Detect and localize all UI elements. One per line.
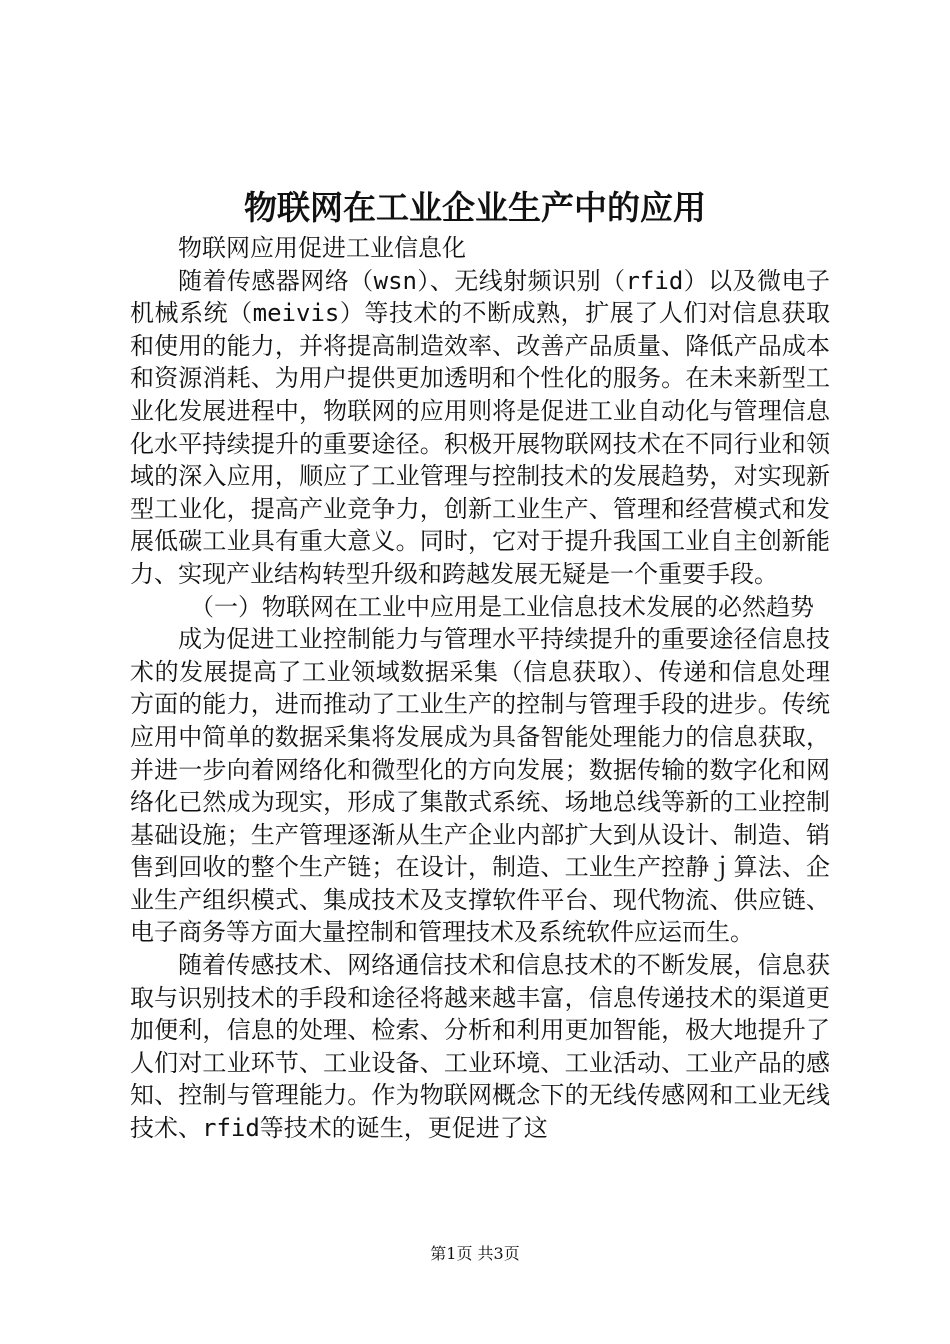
paragraph: 随着传感器网络（wsn）、无线射频识别（rfid）以及微电子机械系统（meivis）等技术的不断成熟，扩展了人们对信息获取和使用的能力，并将提高制造效率、改善产品质量、降低产品成本和资源消耗、为用户提供更加透明和个性化的服务。在未来新型工业化发展进程中，物联网的应用则将是促进工业自动化与管理信息化水平持续提升的重要途径。积极开展物联网技术在不同行业和领域的深入应用，顺应了工业管理与控制技术的发展趋势，对实现新型工业化，提高产业竞争力，创新工业生产、管理和经营模式和发展低碳工业具有重大意义。同时，它对于提升我国工业自主创新能力、实现产业结构转型升级和跨越发展无疑是一个重要手段。 [130,266,830,588]
paragraph: 成为促进工业控制能力与管理水平持续提升的重要途径信息技术的发展提高了工业领域数据采集（信息获取）、传递和信息处理方面的能力，进而推动了工业生产的控制与管理手段的进步。传统应用中简单的数据采集将发展成为具备智能处理能力的信息获取，并进一步向着网络化和微型化的方向发展；数据传输的数字化和网络化已然成为现实，形成了集散式系统、场地总线等新的工业控制基础设施；生产管理逐渐从生产企业内部扩大到从设计、制造、销售到回收的整个生产链；在设计，制造、工业生产控静ｊ算法、企业生产组织模式、集成技术及支撑软件平台、现代物流、供应链、电子商务等方面大量控制和管理技术及系统软件应运而生。 [130,625,830,947]
paragraph: 物联网应用促进工业信息化 [178,234,466,262]
paragraph: 随着传感技术、网络通信技术和信息技术的不断发展，信息获取与识别技术的手段和途径将越来越丰富，信息传递技术的渠道更加便利，信息的处理、检索、分析和利用更加智能，极大地提升了人们对工业环节、工业设备、工业环境、工业活动、工业产品的感知、控制与管理能力。作为物联网概念下的无线传感网和工业无线技术、rfid等技术的诞生，更促进了这 [130,951,830,1143]
document-title: 物联网在工业企业生产中的应用 [244,188,706,227]
section-heading: （一）物联网在工业中应用是工业信息技术发展的必然趋势 [190,592,814,621]
page-footer: 第1页 共3页 [430,1244,520,1263]
document-body [130,232,830,1145]
